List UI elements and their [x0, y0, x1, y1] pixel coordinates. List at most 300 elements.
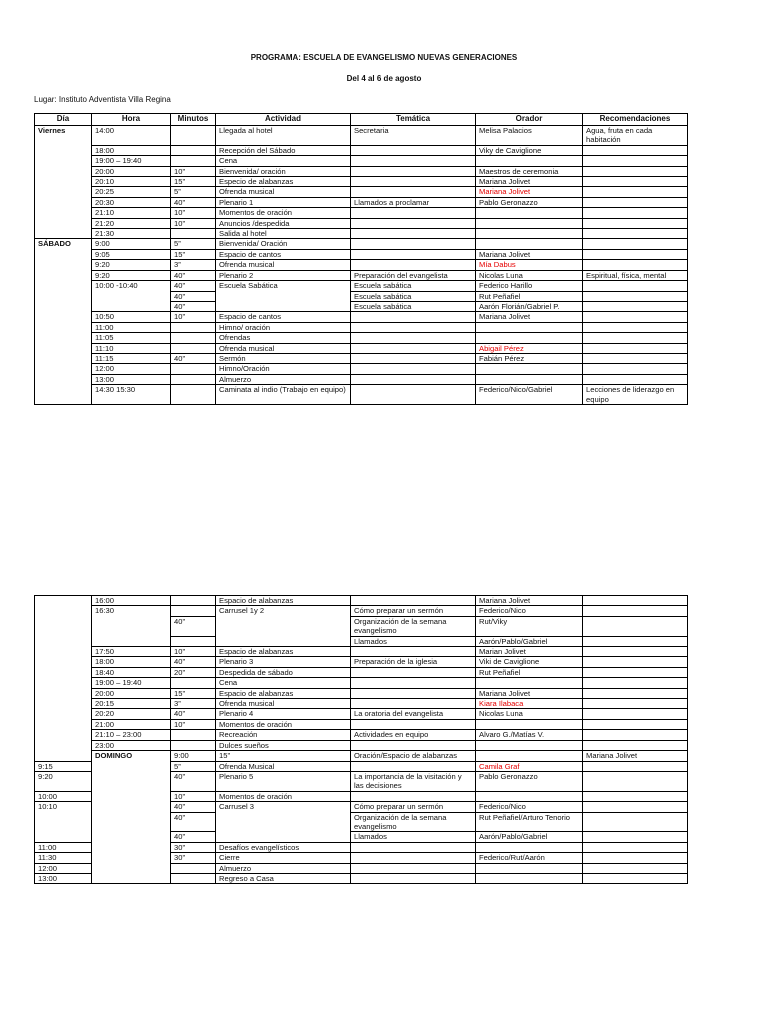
table-cell: 11:10 [92, 343, 171, 353]
table-cell [476, 842, 583, 852]
table-cell: Ofrenda musical [216, 699, 351, 709]
table-cell [583, 873, 688, 883]
table-cell: 12:00 [92, 364, 171, 374]
table-cell [583, 730, 688, 740]
table-cell: 20:00 [92, 166, 171, 176]
table-cell [351, 719, 476, 729]
table-cell: 20:25 [92, 187, 171, 197]
table-cell: 16:00 [92, 596, 171, 606]
header-orador: Orador [476, 114, 583, 126]
table-cell [583, 281, 688, 291]
table-row [35, 218, 688, 228]
table-cell [583, 842, 688, 852]
table-cell [583, 791, 688, 801]
table-cell [476, 751, 583, 761]
table-cell [351, 208, 476, 218]
table-cell: Aarón/Pablo/Gabriel [476, 636, 583, 646]
table-cell [476, 678, 583, 688]
table-cell [583, 771, 688, 791]
table-cell: Alvaro G./Matías V. [476, 730, 583, 740]
table-cell: 40” [171, 353, 216, 363]
table-cell [35, 596, 92, 762]
table-cell: Plenario 3 [216, 657, 351, 667]
table-row [35, 374, 688, 384]
table-cell [476, 218, 583, 228]
table-cell [171, 636, 216, 646]
header-minutos: Minutos [171, 114, 216, 126]
table-cell [476, 374, 583, 384]
table-row [35, 197, 688, 207]
table-cell [351, 322, 476, 332]
table-cell: Recreación [216, 730, 351, 740]
table-cell [583, 145, 688, 155]
table-cell [476, 740, 583, 750]
table-cell: 15” [171, 249, 216, 259]
table-cell [476, 239, 583, 249]
table-cell: Rut Peñafiel [476, 667, 583, 677]
table-cell: 10” [171, 208, 216, 218]
table-cell: 3” [171, 699, 216, 709]
table-cell: Espacio de cantos [216, 312, 351, 322]
table-cell: Himno/ oración [216, 322, 351, 332]
table-row [35, 606, 688, 616]
table-cell: 10” [171, 166, 216, 176]
table-cell [583, 229, 688, 239]
table-cell: Marian Jolivet [476, 647, 583, 657]
table-cell: Momentos de oración [216, 208, 351, 218]
table-cell: Ofrenda musical [216, 187, 351, 197]
table-cell: Aarón Florián/Gabriel P. [476, 301, 583, 311]
table-cell: Momentos de oración [216, 791, 351, 801]
table-cell [583, 699, 688, 709]
table-cell: Preparación de la iglesia [351, 657, 476, 667]
table-cell: Ofrenda musical [216, 260, 351, 270]
table-cell: Viki de Caviglione [476, 657, 583, 667]
table-cell: 9:20 [35, 771, 92, 791]
table-cell: 21:30 [92, 229, 171, 239]
table-row [35, 312, 688, 322]
table-cell: Preparación del evangelista [351, 270, 476, 280]
table-row [35, 730, 688, 740]
table-row [35, 249, 688, 259]
table-cell: 14:30 15:30 [92, 385, 171, 405]
table-cell [583, 709, 688, 719]
table-cell [583, 291, 688, 301]
table-cell: 10” [171, 719, 216, 729]
table-row [35, 688, 688, 698]
table-cell: Melisa Palacios [476, 126, 583, 146]
table-cell: 20:00 [92, 688, 171, 698]
table-cell: 11:15 [92, 353, 171, 363]
table-cell: 10:10 [35, 802, 92, 843]
table-cell: 30” [171, 853, 216, 863]
table-cell [171, 364, 216, 374]
table-row [35, 156, 688, 166]
table-cell: 11:30 [35, 853, 92, 863]
document-title: PROGRAMA: ESCUELA DE EVANGELISMO NUEVAS GENERACIONES [250, 53, 518, 62]
table-cell [351, 385, 476, 405]
table-cell: Carrusel 1y 2 [216, 606, 351, 647]
table-row [35, 270, 688, 280]
table-cell: 21:00 [92, 719, 171, 729]
table-cell [583, 301, 688, 311]
table-cell: Organización de la semana evangelismo [351, 616, 476, 636]
table-cell [351, 239, 476, 249]
table-row [35, 166, 688, 176]
table-cell: Mariana Jolivet [476, 249, 583, 259]
header-dia: Día [35, 114, 92, 126]
table-cell: 9:15 [35, 761, 92, 771]
table-cell [171, 343, 216, 353]
table-cell: La importancia de la visitación y las decisiones [351, 771, 476, 791]
table-cell: 21:20 [92, 218, 171, 228]
table-row [35, 239, 688, 249]
table-cell: Kiara Ilabaca [476, 699, 583, 709]
table-cell: 23:00 [92, 740, 171, 750]
table-row [35, 343, 688, 353]
table-cell [583, 166, 688, 176]
table-cell: La oratoria del evangelista [351, 709, 476, 719]
table-cell: 19:00 – 19:40 [92, 156, 171, 166]
table-cell [583, 667, 688, 677]
table-cell [351, 688, 476, 698]
table-cell [351, 596, 476, 606]
table-cell: Mariana Jolivet [476, 688, 583, 698]
document-dates: Del 4 al 6 de agosto [346, 74, 422, 83]
table-cell: 21:10 – 23:00 [92, 730, 171, 740]
table-cell [476, 156, 583, 166]
table-cell [351, 678, 476, 688]
table-cell: Fabián Pérez [476, 353, 583, 363]
table-cell [171, 678, 216, 688]
table-cell: Espiritual, física, mental [583, 270, 688, 280]
table-cell [351, 761, 476, 771]
table-cell: 10:00 -10:40 [92, 281, 171, 312]
table-cell: 18:40 [92, 667, 171, 677]
table-cell: 9:00 [92, 239, 171, 249]
table-row [35, 596, 688, 606]
table-cell: 40” [171, 812, 216, 832]
table-cell [476, 208, 583, 218]
table-cell: 40” [171, 281, 216, 291]
table-cell [171, 730, 216, 740]
table-cell: 9:20 [92, 260, 171, 270]
day-label-cell: DOMINGO [92, 751, 171, 884]
table-cell: Rut Peñafiel/Arturo Tenorio [476, 812, 583, 832]
table-cell [476, 719, 583, 729]
table-cell [351, 177, 476, 187]
table-cell: Espacio de cantos [216, 249, 351, 259]
table-cell [583, 260, 688, 270]
table-row [35, 751, 688, 761]
table-cell: 13:00 [35, 873, 92, 883]
table-cell: Plenario 1 [216, 197, 351, 207]
table-cell: 9:20 [92, 270, 171, 280]
table-cell: 21:10 [92, 208, 171, 218]
table-cell: Llamados a proclamar [351, 197, 476, 207]
table-cell [171, 385, 216, 405]
table-row [35, 719, 688, 729]
table-cell: Bienvenida/ Oración [216, 239, 351, 249]
schedule-table-part-1 [34, 113, 688, 405]
table-cell: 40” [171, 616, 216, 636]
table-cell: Abigail Pérez [476, 343, 583, 353]
table-cell: 10” [171, 312, 216, 322]
table-cell [583, 812, 688, 832]
table-cell [351, 187, 476, 197]
table-cell: Rut Peñafiel [476, 291, 583, 301]
table-cell [171, 229, 216, 239]
table-cell: 10” [171, 218, 216, 228]
header-row [35, 114, 688, 126]
table-cell: Ofrenda musical [216, 343, 351, 353]
table-cell: Llamados [351, 832, 476, 842]
table-cell [171, 126, 216, 146]
table-row [35, 647, 688, 657]
table-cell: Regreso a Casa [216, 873, 351, 883]
table-cell: Bienvenida/ oración [216, 166, 351, 176]
table-cell [351, 740, 476, 750]
table-row [35, 709, 688, 719]
table-cell [351, 374, 476, 384]
table-cell: 5” [171, 239, 216, 249]
table-row [35, 678, 688, 688]
table-cell [171, 156, 216, 166]
table-cell: Ofrendas [216, 333, 351, 343]
table-cell [476, 322, 583, 332]
table-cell: Maestros de ceremonia [476, 166, 583, 176]
table-cell: Despedida de sábado [216, 667, 351, 677]
table-cell: 19:00 – 19:40 [92, 678, 171, 688]
table-cell [583, 208, 688, 218]
table-cell [171, 596, 216, 606]
table-cell [583, 636, 688, 646]
table-cell: 40” [171, 301, 216, 311]
table-cell: Viky de Caviglione [476, 145, 583, 155]
day-label-cell: SÁBADO [35, 239, 92, 405]
table-cell: Salida al hotel [216, 229, 351, 239]
table-cell: 10:50 [92, 312, 171, 322]
table-cell [351, 343, 476, 353]
table-cell: Anuncios /despedida [216, 218, 351, 228]
table-cell [171, 740, 216, 750]
table-cell: Mariana Jolivet [583, 751, 688, 761]
table-cell: Mariana Jolivet [476, 596, 583, 606]
table-cell [351, 853, 476, 863]
table-cell: Pablo Geronazzo [476, 771, 583, 791]
table-cell: Federico/Nico [476, 802, 583, 812]
table-cell: Carrusel 3 [216, 802, 351, 843]
table-cell: Lecciones de liderazgo en equipo [583, 385, 688, 405]
table-cell [583, 343, 688, 353]
table-row [35, 364, 688, 374]
table-cell [171, 863, 216, 873]
table-cell [351, 312, 476, 322]
table-cell [583, 761, 688, 771]
table-cell: Almuerzo [216, 374, 351, 384]
schedule-table-part-2 [34, 595, 688, 884]
table-cell: Nicolas Luna [476, 270, 583, 280]
table-cell [476, 873, 583, 883]
table-cell: 9:05 [92, 249, 171, 259]
table-row [35, 229, 688, 239]
table-cell [351, 249, 476, 259]
table-cell: Escuela sabática [351, 291, 476, 301]
table-cell: Ofrenda Musical [216, 761, 351, 771]
table-row [35, 740, 688, 750]
table-cell: 30” [171, 842, 216, 852]
table-cell: Plenario 5 [216, 771, 351, 791]
table-cell: 9:00 [171, 751, 216, 761]
table-cell: Oración/Espacio de alabanzas [351, 751, 476, 761]
table-cell [583, 647, 688, 657]
table-cell: Mariana Jolivet [476, 177, 583, 187]
table-cell: 18:00 [92, 657, 171, 667]
table-cell [171, 145, 216, 155]
table-cell [476, 863, 583, 873]
table-cell: 40” [171, 657, 216, 667]
table-cell: 20:15 [92, 699, 171, 709]
table-row [35, 699, 688, 709]
table-cell [351, 229, 476, 239]
table-cell: 40” [171, 771, 216, 791]
table-cell [351, 218, 476, 228]
table-cell: Federico/Rut/Aarón [476, 853, 583, 863]
table-cell: Plenario 2 [216, 270, 351, 280]
table-row [35, 385, 688, 405]
table-cell: 12:00 [35, 863, 92, 873]
table-cell [351, 156, 476, 166]
table-row [35, 187, 688, 197]
table-cell: 20:10 [92, 177, 171, 187]
table-row [35, 657, 688, 667]
table-cell [171, 333, 216, 343]
table-cell [583, 832, 688, 842]
table-cell: 15” [216, 751, 351, 761]
table-cell [476, 333, 583, 343]
table-cell [583, 312, 688, 322]
table-cell: 20” [171, 667, 216, 677]
table-cell [583, 853, 688, 863]
table-cell: Sermón [216, 353, 351, 363]
table-cell: 40” [171, 270, 216, 280]
table-cell: Recepción del Sábado [216, 145, 351, 155]
table-cell: Almuerzo [216, 863, 351, 873]
table-cell [351, 166, 476, 176]
table-cell: Rut/Viky [476, 616, 583, 636]
table-cell [583, 333, 688, 343]
table-cell [476, 229, 583, 239]
table-cell: Espacio de alabanzas [216, 596, 351, 606]
table-cell: Cena [216, 156, 351, 166]
schedule-body-1 [35, 126, 688, 405]
table-cell [351, 647, 476, 657]
table-cell: 40” [171, 802, 216, 812]
table-cell: 5” [171, 187, 216, 197]
table-cell: Himno/Oración [216, 364, 351, 374]
table-cell [583, 249, 688, 259]
table-row [35, 281, 688, 291]
table-cell: 20:30 [92, 197, 171, 207]
day-label-cell: Viernes [35, 126, 92, 239]
table-row [35, 322, 688, 332]
table-cell: Mariana Jolivet [476, 187, 583, 197]
table-cell [583, 353, 688, 363]
table-cell [476, 364, 583, 374]
table-cell [351, 260, 476, 270]
table-cell: 40” [171, 197, 216, 207]
table-cell [583, 616, 688, 636]
table-cell [351, 699, 476, 709]
table-cell [583, 802, 688, 812]
table-cell: 20:20 [92, 709, 171, 719]
table-cell [351, 873, 476, 883]
table-cell: Agua, fruta en cada habitación [583, 126, 688, 146]
table-cell [583, 863, 688, 873]
table-cell: Espacio de alabanzas [216, 647, 351, 657]
table-cell: Nicolas Luna [476, 709, 583, 719]
table-cell: 40” [171, 709, 216, 719]
header-tematica: Temática [351, 114, 476, 126]
table-cell [171, 606, 216, 616]
table-cell: Camila Graf [476, 761, 583, 771]
table-cell: 17:50 [92, 647, 171, 657]
table-cell: 13:00 [92, 374, 171, 384]
table-cell: Aarón/Pablo/Gabriel [476, 832, 583, 842]
table-cell [351, 667, 476, 677]
table-cell: Momentos de oración [216, 719, 351, 729]
table-cell [583, 374, 688, 384]
table-cell: Cómo preparar un sermón [351, 802, 476, 812]
table-row [35, 333, 688, 343]
table-cell [583, 177, 688, 187]
table-cell: 18:00 [92, 145, 171, 155]
table-row [35, 667, 688, 677]
table-cell: Secretaria [351, 126, 476, 146]
table-cell [583, 596, 688, 606]
table-cell: Federico/Nico [476, 606, 583, 616]
table-cell [583, 740, 688, 750]
table-row [35, 208, 688, 218]
table-cell: 11:00 [92, 322, 171, 332]
table-cell: 3” [171, 260, 216, 270]
table-cell: Mariana Jolivet [476, 312, 583, 322]
table-cell [351, 145, 476, 155]
table-cell [171, 873, 216, 883]
schedule-body-2 [35, 596, 688, 884]
table-cell [583, 719, 688, 729]
table-cell: Llegada al hotel [216, 126, 351, 146]
table-cell: Especio de alabanzas [216, 177, 351, 187]
table-cell [171, 374, 216, 384]
table-cell [583, 688, 688, 698]
table-cell: 16:30 [92, 606, 171, 647]
table-row [35, 126, 688, 146]
table-cell: 10:00 [35, 791, 92, 801]
table-cell: Cómo preparar un sermón [351, 606, 476, 616]
table-cell: 5” [171, 761, 216, 771]
table-row [35, 177, 688, 187]
table-cell: Escuela sabática [351, 301, 476, 311]
table-cell: Escuela Sabática [216, 281, 351, 312]
table-cell [583, 239, 688, 249]
table-cell: 40” [171, 832, 216, 842]
table-cell [351, 353, 476, 363]
table-cell [351, 364, 476, 374]
table-row [35, 145, 688, 155]
table-cell [583, 322, 688, 332]
table-cell: 10” [171, 647, 216, 657]
